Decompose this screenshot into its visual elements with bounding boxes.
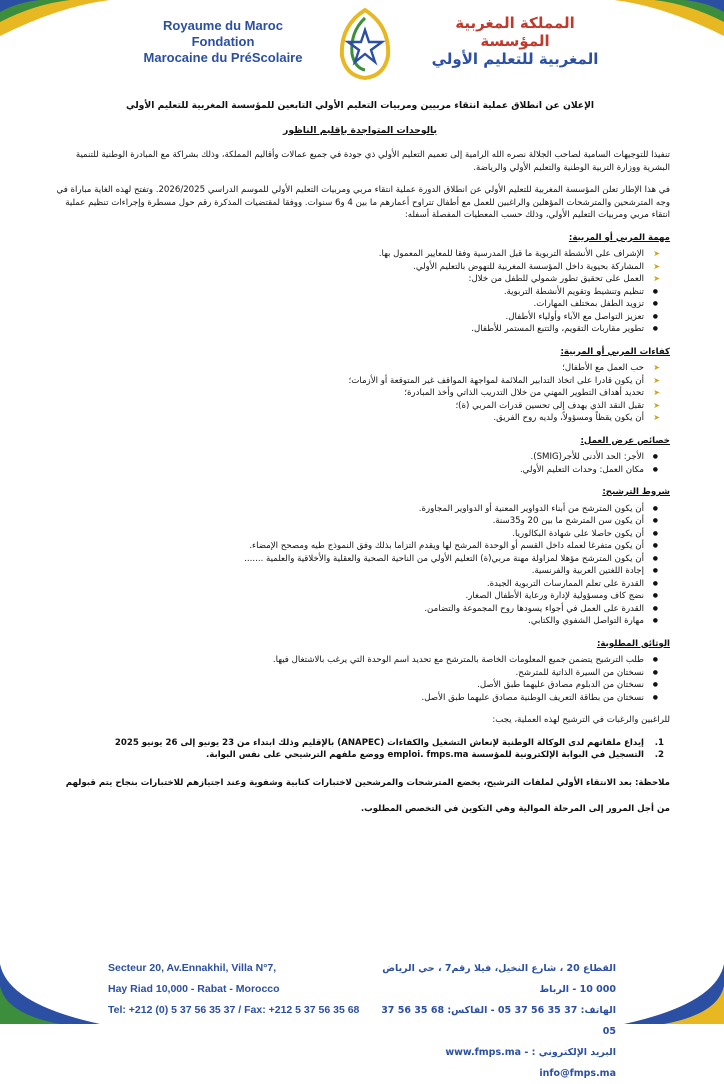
list-item: ● القدرة على تعلم الممارسات التربوية الجيدة. [50, 578, 644, 591]
footer-address-french [108, 958, 388, 1021]
conditions-list [50, 503, 670, 628]
section-heading-offer: خصائص عرض العمل: [580, 435, 670, 446]
list-item: ● أن يكون متفرغا لعمله داخل القسم أو الوحدة المرشح لها ويقدم التزاما بذلك وفق النموذج طيه ومصحح الإمضاء. [50, 540, 644, 553]
footer-line: القطاع 20 ، شارع النخيل، فيلا رقم7 ، حي الرياض 000 10 - الرباط [382, 963, 616, 995]
list-item: ➤ أن يكون يقظاً ومسؤولاً، ولديه روح الفريق. [50, 412, 644, 425]
section-heading-mission: مهمة المربي أو المربية: [568, 232, 670, 243]
corner-decoration-bottom-right [624, 964, 724, 1024]
announcement-body [50, 100, 670, 822]
section-heading-documents: الوثائق المطلوبة: [596, 638, 670, 649]
list-item: ➤ المشاركة بحيوية داخل المؤسسة المغربية للنهوض بالتعليم الأولي. [50, 261, 644, 274]
letterhead-arabic [410, 14, 620, 68]
letterhead-line: Fondation [191, 34, 255, 49]
step-item [50, 737, 664, 750]
step-text: إيداع ملفاتهم لدى الوكالة الوطنية لإنعاش التشغيل والكفاءات (ANAPEC) بالإقليم وذلك ابتداء من 23 يونيو إلى 26 يونيو 2025 [114, 737, 644, 748]
letterhead-line: المغربية للتعليم الأولي [431, 50, 599, 68]
step-text: التسجيل في البوابة الإلكترونية للمؤسسة emploi. fmps.ma ووضع ملفهم الترشيحي على نفس البوابة. [206, 750, 644, 760]
footer-line: الهاتف: 37 35 56 37 05 - الفاكس: 68 35 56 37 05 [381, 1005, 616, 1037]
announcement-title: الإعلان عن انطلاق عملية انتقاء مربيين ومربيات التعليم الأولي التابعين للمؤسسة المغربية للتعليم الأولي [125, 100, 595, 111]
step-item [50, 749, 664, 762]
footer-line: البريد الإلكتروني : www.fmps.ma - info@fmps.ma [445, 1047, 616, 1079]
footer-address-arabic [380, 958, 616, 1084]
list-item: ● نسختان من الدبلوم مصادق عليهما طبق الأصل. [50, 679, 644, 692]
list-item: ● تطوير مقاربات التقويم، والتتبع المستمر للأطفال. [50, 323, 644, 336]
footer [0, 950, 724, 1079]
footer-line: Tel: +212 (0) 5 37 56 35 37 / Fax: +212 5 37 56 35 68 [108, 1004, 360, 1016]
list-item: ● تنظيم وتنشيط وتقويم الأنشطة التربوية. [50, 286, 644, 299]
skills-list [50, 362, 670, 425]
list-item: ● نضج كاف ومسؤولية لإدارة ورعاية الأطفال الصغار. [50, 590, 644, 603]
intro-paragraph: تنفيذا للتوجيهات السامية لصاحب الجلالة نصره الله الرامية إلى تعميم التعليم الأولي ذي جودة في جميع عمالات وأقاليم المملكة، وذلك بشراكة مع المبادرة الوطنية للتنمية البشرية ووزارة التربية الوطنية والتعليم الأولي والرياضة. [75, 150, 670, 173]
letterhead [0, 0, 724, 90]
corner-decoration-bottom-left [0, 964, 100, 1024]
list-item: ● مكان العمل: وحدات التعليم الأولي. [50, 464, 644, 477]
section-heading-conditions: شروط الترشيح: [602, 487, 670, 497]
letterhead-line: Marocaine du PréScolaire [143, 50, 303, 65]
section-heading-skills: كفاءات المربي أو المربية: [560, 346, 670, 357]
intro-paragraph: في هذا الإطار تعلن المؤسسة المغربية للتعليم الأولي عن انطلاق الدورة عملية انتقاء مربي ومربيات التعليم الأولي للموسم الدراسي 2026/2025. وتفتح لهذه الغاية مباراة في وجه المترشحين والمترشحات المؤهلين والراغبين للعمل مع أطفال تتراوح أعمارهم ما بين 4 و6 سنوات. ووفقا لمقتضيات المذكرة رقم حول مسطرة وإجراءات تنظيم عملية انتقاء مربي ومربيات التعليم الأولي، وذلك حسب المعطيات المفصلة أسفله: [56, 185, 670, 220]
step-number: 2. [654, 750, 664, 760]
documents-list [50, 654, 670, 704]
list-item: ● القدرة على العمل في أجواء يسودها روح المجموعة والتضامن. [50, 603, 644, 616]
list-item: ➤ حب العمل مع الأطفال؛ [50, 362, 644, 375]
list-item: ● الأجر: الحد الأدنى للأجر(SMIG). [50, 451, 644, 464]
list-item: ● طلب الترشيح يتضمن جميع المعلومات الخاصة بالمترشح مع تحديد اسم الوحدة التي يرغب بالاشتغال فيها. [50, 654, 644, 667]
list-item: ➤ تقبل النقد الذي يهدف إلى تحسين قدرات المربي (ة)؛ [50, 400, 644, 413]
list-item: ➤ العمل على تحقيق تطور شمولي للطفل من خلال: [50, 273, 644, 286]
list-item: ● تزويد الطفل بمختلف المهارات. [50, 298, 644, 311]
list-item: ● نسختان من بطاقة التعريف الوطنية مصادق عليهما طبق الأصل. [50, 692, 644, 705]
footer-line: Secteur 20, Av.Ennakhil, Villa N°7, [108, 962, 277, 974]
letterhead-french [118, 18, 328, 66]
list-item: ➤ تحديد أهداف التطوير المهني من خلال التدريب الذاتي وأخذ المبادرة؛ [50, 387, 644, 400]
list-item: ● تعزيز التواصل مع الآباء وأولياء الأطفال. [50, 311, 644, 324]
list-item: ● أن يكون المترشح من أبناء الدواوير المعنية أو الدواوير المجاورة. [50, 503, 644, 516]
list-item: ● إجادة اللغتين العربية والفرنسية. [50, 565, 644, 578]
footer-line: Hay Riad 10,000 - Rabat - Morocco [108, 983, 280, 995]
list-item: ● أن يكون المترشح مؤهلا لمزاولة مهنة مربي(ة) التعليم الأولي من الناحية الصحية والعقلية والأخلاقية والعلمية ....... [50, 553, 644, 566]
list-item: ➤ الإشراف على الأنشطة التربوية ما قبل المدرسية وفقا للمعايير المعمول بها. [50, 248, 644, 261]
fmps-logo [330, 6, 400, 82]
letterhead-line: المملكة المغربية [455, 14, 575, 32]
applicants-intro: للراغبين والرغبات في الترشيح لهذه العملية، يجب: [492, 715, 670, 725]
announcement-subtitle: بالوحدات المتواجدة بإقليم الناظور [283, 124, 437, 136]
list-item: ➤ أن يكون قادرا على اتخاذ التدابير الملائمة لمواجهة المواقف غير المتوقعة أو الأزمات؛ [50, 375, 644, 388]
list-item: ● نسختان من السيرة الذاتية للمترشح. [50, 667, 644, 680]
mission-list [50, 248, 670, 336]
step-number: 1. [654, 737, 664, 748]
list-item: ● أن يكون حاصلا على شهادة البكالوريا. [50, 528, 644, 541]
letterhead-line: Royaume du Maroc [163, 18, 283, 33]
list-item: ● أن يكون سن المترشح ما بين 20 و35سنة. [50, 515, 644, 528]
list-item: ● مهارة التواصل الشفوي والكتابي. [50, 615, 644, 628]
letterhead-line: المؤسسة [480, 32, 550, 50]
note-paragraph: ملاحظة: بعد الانتقاء الأولي لملفات الترشيح، يخضع المترشحات والمرشحين لاختبارات كتابية وشفوية وعند اجتيازهم للاختبارات بنجاح يتم قبولهم من أجل المرور إلى المرحلة الموالية وهي التكوين في التخصص المطلوب. [65, 777, 670, 814]
steps-list [50, 737, 670, 762]
offer-list [50, 451, 670, 476]
